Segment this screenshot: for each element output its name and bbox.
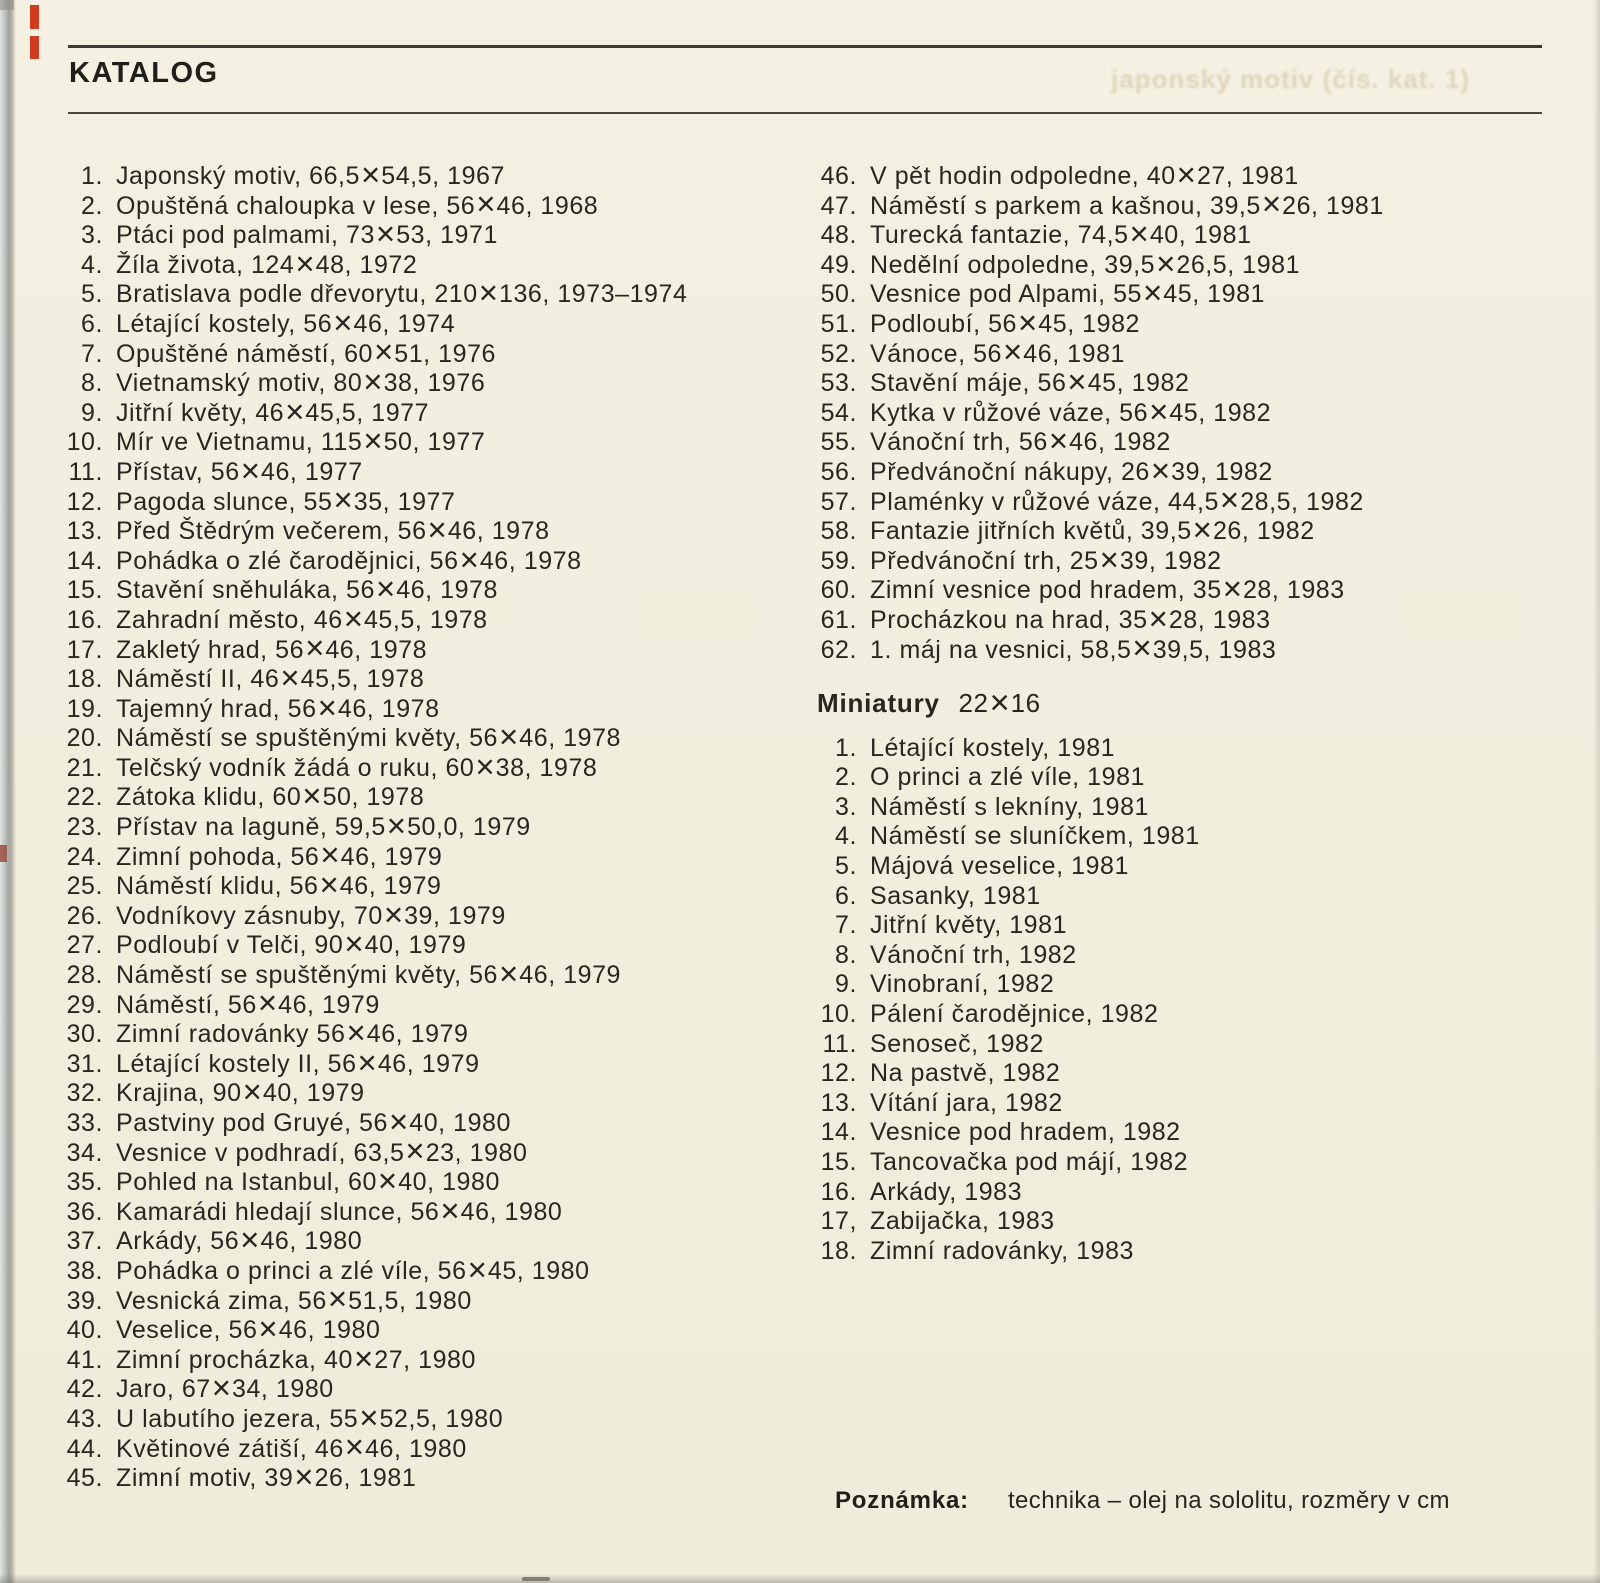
catalog-entry <box>63 688 687 726</box>
catalog-entry <box>63 1102 687 1140</box>
entry-number: 46. <box>820 162 857 190</box>
entry-text: Veselice, 56×46, 1980 <box>116 1309 381 1347</box>
entry-number: 38. <box>66 1256 103 1285</box>
entry-number: 15. <box>820 1148 857 1176</box>
catalog-entry <box>63 747 687 785</box>
catalog-entry <box>817 392 1384 430</box>
entry-text: Zabijačka, 1983 <box>870 1207 1055 1236</box>
red-edge-mark <box>0 845 7 862</box>
catalog-entry <box>817 852 1384 882</box>
catalog-entry <box>63 954 687 992</box>
entry-text: Náměstí s lekníny, 1981 <box>870 792 1149 821</box>
entry-text: Mír ve Vietnamu, 115×50, 1977 <box>116 422 486 460</box>
catalog-entry <box>817 822 1384 852</box>
catalog-entry <box>817 362 1384 400</box>
entry-number: 54. <box>820 398 857 427</box>
entry-number: 53. <box>820 369 857 398</box>
entry-number: 39. <box>66 1286 103 1315</box>
entry-number: 1. <box>835 733 857 762</box>
catalog-entry <box>817 941 1384 971</box>
entry-text: Přístav na laguně, 59,5×50,0, 1979 <box>116 806 531 844</box>
entry-text: Stavění sněhuláka, 56×46, 1978 <box>116 570 498 608</box>
catalog-entry <box>817 882 1384 912</box>
entry-number: 24. <box>66 842 103 871</box>
entry-number: 59. <box>820 546 857 575</box>
entry-text: Zimní radovánky, 1983 <box>870 1236 1134 1265</box>
catalog-entry <box>63 362 687 400</box>
entry-number: 4. <box>81 250 103 279</box>
entry-text: Opuštěné náměstí, 60×51, 1976 <box>116 333 496 371</box>
catalog-entry <box>63 629 687 667</box>
entry-number: 6. <box>81 309 103 338</box>
entry-text: Květinové zátiší, 46×46, 1980 <box>116 1428 467 1466</box>
entry-text: Létající kostely, 56×46, 1974 <box>116 303 456 341</box>
entry-text: Jitřní květy, 1981 <box>870 911 1068 940</box>
catalog-entry <box>817 481 1384 519</box>
catalog-entry <box>63 1398 687 1436</box>
entry-number: 57. <box>820 487 857 516</box>
entry-number: 12. <box>820 1059 857 1088</box>
catalog-entry <box>817 215 1384 252</box>
catalog-entry <box>817 911 1384 941</box>
catalog-entry <box>63 1162 687 1199</box>
entry-number: 26. <box>66 901 103 930</box>
entry-text: Fantazie jitřních květů, 39,5×26, 1982 <box>870 510 1315 548</box>
entry-text: Pohádka o princi a zlé víle, 56×45, 1980 <box>116 1250 590 1288</box>
catalog-entry <box>63 1250 687 1288</box>
entry-number: 32. <box>66 1079 103 1108</box>
entry-number: 10. <box>66 428 103 457</box>
entry-text: Vietnamský motiv, 80×38, 1976 <box>116 362 486 400</box>
entry-text: Vesnice pod Alpami, 55×45, 1981 <box>870 274 1265 312</box>
catalog-entry <box>63 155 687 193</box>
entry-number: 9. <box>81 398 103 427</box>
catalog-entry <box>63 984 687 1022</box>
entry-text: Sasanky, 1981 <box>870 881 1041 910</box>
catalog-entry <box>63 422 687 460</box>
miniatures-list <box>817 734 1384 1267</box>
entry-number: 18. <box>66 665 103 694</box>
entry-number: 40. <box>66 1316 103 1345</box>
entry-text: Zimní motiv, 39×26, 1981 <box>116 1457 417 1495</box>
page-title: KATALOG <box>69 57 219 89</box>
entry-number: 3. <box>835 792 857 821</box>
entry-text: Jitřní květy, 46×45,5, 1977 <box>116 392 430 430</box>
catalog-entry <box>817 1059 1384 1089</box>
catalog-column-right <box>817 155 1384 1266</box>
entry-number: 41. <box>66 1345 103 1374</box>
entry-text: Krajina, 90×40, 1979 <box>116 1073 365 1111</box>
entry-text: Přístav, 56×46, 1977 <box>116 451 363 489</box>
entry-number: 45. <box>66 1464 103 1493</box>
catalog-entry <box>817 274 1384 312</box>
entry-text: Náměstí s parkem a kašnou, 39,5×26, 1981 <box>870 185 1384 223</box>
entry-number: 37. <box>66 1227 103 1256</box>
entry-text: Podloubí v Telči, 90×40, 1979 <box>116 925 467 963</box>
entry-text: Předvánoční nákupy, 26×39, 1982 <box>870 451 1273 489</box>
catalog-entry <box>63 836 687 874</box>
scan-smudge <box>0 0 14 10</box>
entry-text: Zimní vesnice pod hradem, 35×28, 1983 <box>870 570 1345 608</box>
entry-number: 10. <box>820 1000 857 1029</box>
entry-text: Vánoční trh, 56×46, 1982 <box>870 422 1171 460</box>
entry-text: Vánoce, 56×46, 1981 <box>870 333 1125 371</box>
catalog-entry <box>63 510 687 548</box>
entry-number: 33. <box>66 1109 103 1137</box>
entry-number: 8. <box>835 940 857 969</box>
miniatures-heading-size: 22×16 <box>958 683 1041 722</box>
catalog-entry <box>63 1309 687 1347</box>
entry-number: 20. <box>66 724 103 753</box>
entry-text: Vodníkovy zásnuby, 70×39, 1979 <box>116 895 506 933</box>
catalog-entry <box>817 1148 1384 1178</box>
entry-text: Náměstí, 56×46, 1979 <box>116 984 380 1022</box>
entry-number: 60. <box>820 576 857 605</box>
entry-number: 23. <box>66 813 103 842</box>
entry-text: Před Štědrým večerem, 56×46, 1978 <box>116 510 550 548</box>
entry-number: 25. <box>66 872 103 901</box>
entry-text: O princi a zlé víle, 1981 <box>870 763 1145 792</box>
entry-text: Turecká fantazie, 74,5×40, 1981 <box>870 215 1252 252</box>
entry-text: Nedělní odpoledne, 39,5×26,5, 1981 <box>870 244 1301 282</box>
catalog-entry <box>817 629 1384 667</box>
entry-number: 52. <box>820 339 857 368</box>
entry-text: Létající kostely, 1981 <box>870 733 1116 762</box>
entry-number: 5. <box>81 280 103 309</box>
entry-text: Tancovačka pod májí, 1982 <box>870 1148 1189 1176</box>
catalog-entry <box>817 1030 1384 1060</box>
entry-number: 3. <box>81 221 103 250</box>
entry-text: Vesnice v podhradí, 63,5×23, 1980 <box>116 1132 528 1170</box>
catalog-entry <box>63 866 687 904</box>
footnote <box>835 1487 1450 1515</box>
entry-number: 2. <box>81 191 103 220</box>
entry-number: 4. <box>835 822 857 851</box>
entry-number: 55. <box>820 428 857 457</box>
entry-number: 48. <box>820 221 857 250</box>
catalog-entry <box>817 185 1384 223</box>
catalog-entry <box>817 333 1384 371</box>
entry-text: Vesnická zima, 56×51,5, 1980 <box>116 1280 472 1318</box>
entry-number: 13. <box>820 1088 857 1117</box>
entry-number: 51. <box>820 309 857 338</box>
catalog-entry <box>817 540 1384 578</box>
entry-text: Tajemný hrad, 56×46, 1978 <box>116 688 440 726</box>
catalog-entry <box>817 1237 1384 1267</box>
entry-text: Zimní procházka, 40×27, 1980 <box>116 1339 476 1377</box>
entry-text: Zimní pohoda, 56×46, 1979 <box>116 836 443 874</box>
entry-number: 18. <box>820 1236 857 1265</box>
catalog-entry <box>63 777 687 815</box>
entry-text: Telčský vodník žádá o ruku, 60×38, 1978 <box>116 747 598 785</box>
entry-number: 44. <box>66 1434 103 1463</box>
entry-text: Arkády, 1983 <box>870 1177 1023 1206</box>
entry-number: 36. <box>66 1197 103 1226</box>
entry-text: Procházkou na hrad, 35×28, 1983 <box>870 599 1271 637</box>
entry-number: 15. <box>66 576 103 605</box>
catalog-entry <box>63 1428 687 1466</box>
entry-text: Opuštěná chaloupka v lese, 56×46, 1968 <box>116 185 599 223</box>
catalog-entry <box>817 1207 1384 1237</box>
footnote-label: Poznámka: <box>835 1487 969 1514</box>
entry-text: Jaro, 67×34, 1980 <box>116 1369 334 1407</box>
entry-number: 42. <box>66 1375 103 1404</box>
catalog-entry <box>63 895 687 933</box>
entry-text: Vánoční trh, 1982 <box>870 940 1077 969</box>
entry-number: 47. <box>820 191 857 220</box>
entry-number: 28. <box>66 961 103 990</box>
entry-number: 17. <box>66 635 103 664</box>
entry-number: 7. <box>81 339 103 368</box>
catalog-list-46-62 <box>817 155 1384 667</box>
catalog-entry <box>817 244 1384 282</box>
miniatures-heading-label: Miniatury <box>817 688 940 719</box>
red-registration-mark <box>30 5 39 29</box>
catalog-entry <box>63 1043 687 1081</box>
entry-number: 14. <box>66 546 103 575</box>
entry-text: Pohádka o zlé čarodějnici, 56×46, 1978 <box>116 540 582 578</box>
entry-text: Na pastvě, 1982 <box>870 1059 1061 1088</box>
catalog-entry <box>817 763 1384 793</box>
entry-text: Náměstí se spuštěnými květy, 56×46, 1979 <box>116 954 622 992</box>
entry-number: 6. <box>835 881 857 910</box>
entry-text: V pět hodin odpoledne, 40×27, 1981 <box>870 155 1299 193</box>
entry-text: Vinobraní, 1982 <box>870 970 1055 999</box>
page-bottom-edge <box>0 1574 1600 1583</box>
entry-text: Létající kostely II, 56×46, 1979 <box>116 1043 480 1081</box>
catalog-entry <box>63 274 688 312</box>
entry-text: Májová veselice, 1981 <box>870 852 1129 881</box>
entry-number: 27. <box>66 931 103 960</box>
entry-number: 21. <box>66 753 103 782</box>
entry-text: 1. máj na vesnici, 58,5×39,5, 1983 <box>870 629 1277 667</box>
entry-number: 29. <box>66 990 103 1019</box>
catalog-entry <box>817 1089 1384 1119</box>
entry-number: 16. <box>66 605 103 634</box>
red-registration-mark <box>30 36 39 59</box>
entry-text: Pohled na Istanbul, 60×40, 1980 <box>116 1162 500 1199</box>
miniatures-heading <box>817 683 1384 722</box>
entry-text: Podloubí, 56×45, 1982 <box>870 303 1140 341</box>
entry-number: 31. <box>66 1049 103 1078</box>
entry-number: 56. <box>820 457 857 486</box>
entry-number: 8. <box>81 369 103 398</box>
entry-text: Náměstí II, 46×45,5, 1978 <box>116 658 425 696</box>
catalog-entry <box>63 1132 687 1170</box>
catalog-entry <box>817 422 1384 460</box>
catalog-entry <box>817 599 1384 637</box>
entry-number: 58. <box>820 517 857 546</box>
entry-number: 16. <box>820 1177 857 1206</box>
entry-text: Předvánoční trh, 25×39, 1982 <box>870 540 1222 578</box>
entry-text: Zahradní město, 46×45,5, 1978 <box>116 599 488 637</box>
entry-number: 1. <box>81 162 103 190</box>
entry-number: 5. <box>835 852 857 881</box>
entry-number: 11. <box>68 457 103 486</box>
catalog-entry <box>817 451 1384 489</box>
entry-text: Pastviny pod Gruyé, 56×40, 1980 <box>116 1102 511 1140</box>
entry-text: Zátoka klidu, 60×50, 1978 <box>116 777 425 815</box>
page-left-edge <box>0 0 16 1583</box>
catalog-entry <box>817 155 1384 193</box>
bleed-through-text: japonský motiv (čís. kat. 1) <box>1111 64 1470 94</box>
catalog-entry <box>817 970 1384 1000</box>
entry-number: 50. <box>820 280 857 309</box>
entry-text: Zakletý hrad, 56×46, 1978 <box>116 629 428 667</box>
catalog-entry <box>63 481 687 519</box>
entry-number: 7. <box>835 911 857 940</box>
entry-text: Plaménky v růžové váze, 44,5×28,5, 1982 <box>870 481 1364 519</box>
entry-text: Vítání jara, 1982 <box>870 1088 1063 1117</box>
footnote-text: technika – olej na sololitu, rozměry v cm <box>1007 1487 1450 1514</box>
catalog-entry <box>817 1178 1384 1208</box>
entry-number: 17, <box>820 1207 857 1236</box>
entry-number: 14. <box>820 1118 857 1147</box>
catalog-entry <box>63 215 687 252</box>
page-right-edge <box>1593 0 1600 1583</box>
scan-artifact-dash <box>522 1577 550 1581</box>
catalog-entry <box>817 793 1384 823</box>
catalog-entry <box>817 1118 1384 1148</box>
catalog-entry <box>63 244 687 282</box>
entry-text: Pagoda slunce, 55×35, 1977 <box>116 481 456 519</box>
entry-text: Náměstí klidu, 56×46, 1979 <box>116 866 442 904</box>
catalog-entry <box>817 570 1384 608</box>
entry-text: Kamarádi hledají slunce, 56×46, 1980 <box>116 1191 563 1229</box>
entry-text: Stavění máje, 56×45, 1982 <box>870 362 1190 400</box>
catalog-entry <box>817 303 1384 341</box>
header-rule <box>68 112 1542 114</box>
entry-number: 2. <box>835 763 857 792</box>
catalog-entry <box>63 806 687 844</box>
entry-text: Arkády, 56×46, 1980 <box>116 1221 363 1259</box>
entry-number: 43. <box>66 1404 103 1433</box>
catalog-entry <box>817 734 1384 764</box>
catalog-entry <box>63 925 687 963</box>
entry-number: 12. <box>66 487 103 516</box>
entry-text: Zimní radovánky 56×46, 1979 <box>116 1014 469 1052</box>
catalog-entry <box>63 451 687 489</box>
entry-number: 9. <box>835 970 857 999</box>
catalog-entry <box>63 658 687 696</box>
entry-text: U labutího jezera, 55×52,5, 1980 <box>116 1398 504 1436</box>
entry-text: Japonský motiv, 66,5×54,5, 1967 <box>116 155 505 193</box>
entry-number: 22. <box>66 783 103 812</box>
catalog-entry <box>63 1073 687 1111</box>
catalog-column-left <box>63 155 688 1495</box>
catalog-entry <box>63 1280 687 1318</box>
entry-number: 61. <box>820 605 857 634</box>
entry-text: Bratislava podle dřevorytu, 210×136, 1973–1974 <box>116 274 688 312</box>
entry-text: Pálení čarodějnice, 1982 <box>870 1000 1159 1029</box>
catalog-entry <box>63 570 687 608</box>
entry-number: 35. <box>66 1168 103 1197</box>
entry-text: Kytka v růžové váze, 56×45, 1982 <box>870 392 1272 430</box>
entry-number: 49. <box>820 250 857 279</box>
entry-number: 34. <box>66 1138 103 1167</box>
catalog-entry <box>63 1221 687 1259</box>
entry-number: 19. <box>66 694 103 723</box>
entry-number: 30. <box>66 1020 103 1049</box>
catalog-list-1-45 <box>63 155 688 1495</box>
entry-text: Žíla života, 124×48, 1972 <box>116 244 418 282</box>
catalog-entry <box>63 1457 687 1495</box>
catalog-entry <box>63 599 687 637</box>
entry-text: Náměstí se sluníčkem, 1981 <box>870 822 1200 851</box>
entry-text: Senoseč, 1982 <box>870 1029 1044 1058</box>
catalog-entry <box>63 718 687 756</box>
entry-number: 13. <box>66 517 103 546</box>
entry-text: Ptáci pod palmami, 73×53, 1971 <box>116 215 498 252</box>
catalog-entry <box>63 1339 687 1377</box>
catalog-entry <box>63 1191 687 1229</box>
catalog-entry <box>817 1000 1384 1030</box>
entry-number: 62. <box>820 635 857 664</box>
entry-text: Náměstí se spuštěnými květy, 56×46, 1978 <box>116 718 622 756</box>
top-rule <box>68 45 1542 48</box>
entry-text: Vesnice pod hradem, 1982 <box>870 1118 1181 1147</box>
entry-number: 11. <box>822 1029 857 1058</box>
